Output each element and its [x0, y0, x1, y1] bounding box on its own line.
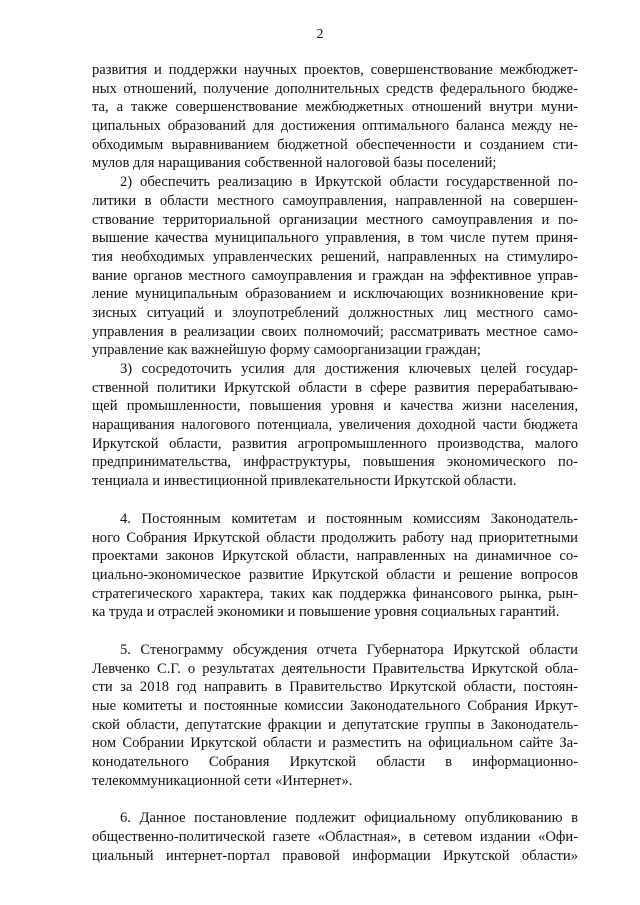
- text-line: вышение качества муниципального управления, в том числе путем приня-: [92, 230, 578, 247]
- text-line: Левченко С.Г. о результатах деятельности Правительства Иркутской обла-: [92, 660, 578, 677]
- text-line: зисных ситуаций и злоупотреблений должностных лиц местного само-: [92, 304, 578, 321]
- text-line: ных отношений, получение дополнительных средств федерального бюдже-: [92, 80, 578, 97]
- text-line: тенциала и инвестиционной привлекательности Иркутской области.: [92, 473, 517, 490]
- text-line: предпринимательства, инфраструктуры, повышения экономического по-: [92, 454, 578, 471]
- text-line: стратегического характера, таких как поддержка финансового рынка, рын-: [92, 585, 578, 602]
- text-line: конодательного Собрания Иркутской области в информационно-: [92, 754, 578, 771]
- text-line: ного Собрания Иркутской области продолжить работу над приоритетными: [92, 529, 578, 546]
- page-number: 2: [316, 27, 324, 42]
- text-line: 5. Стенограмму обсуждения отчета Губернатора Иркутской области: [120, 641, 578, 658]
- text-line: ствование территориальной организации местного самоуправления и по-: [92, 211, 578, 228]
- text-line: циально-экономическое развитие Иркутской области и решение вопросов: [92, 566, 578, 583]
- text-line: ципальных образований для достижения оптимального баланса между не-: [92, 118, 578, 135]
- text-line: та, а также совершенствование межбюджетных отношений внутри муни-: [92, 99, 578, 116]
- text-line: вание органов местного самоуправления и граждан на эффективное управ-: [92, 267, 578, 284]
- text-line: общественно-политической газете «Областная», в сетевом издании «Офи-: [92, 829, 578, 846]
- text-line: управление как важнейшую форму самоорганизации граждан;: [92, 342, 481, 359]
- text-line: обходимым выравниванием бюджетной обеспеченности и созданием сти-: [92, 136, 578, 153]
- paragraph-item-3: [92, 360, 578, 491]
- text-line: ном Собрании Иркутской области и разместить на официальном сайте За-: [92, 735, 578, 752]
- text-line: сти за 2018 год направить в Правительство Иркутской области, постоян-: [92, 679, 578, 696]
- paragraph-gap: [92, 790, 578, 809]
- text-line: тия необходимых управленческих решений, направленных на стимулиро-: [92, 248, 578, 265]
- document-body: [92, 61, 578, 866]
- text-line: телекоммуникационной сети «Интернет».: [92, 772, 353, 789]
- text-line: 6. Данное постановление подлежит официальному опубликованию в: [120, 810, 578, 827]
- text-line: развития и поддержки научных проектов, совершенствование межбюджет-: [92, 62, 578, 78]
- text-line: щей промышленности, повышения уровня и качества жизни населения,: [92, 398, 578, 415]
- paragraph-continuation: [92, 61, 578, 173]
- paragraph-section-6: [92, 809, 578, 865]
- text-line: Иркутской области, развития агропромышленного производства, малого: [92, 435, 578, 452]
- paragraph-item-2: [92, 173, 578, 360]
- text-line: мулов для наращивания собственной налоговой базы поселений;: [92, 155, 497, 172]
- text-line: ные комитеты и постоянные комиссии Законодательного Собрания Иркут-: [92, 698, 578, 714]
- text-line: наращивания налогового потенциала, увеличения доходной части бюджета: [92, 417, 578, 434]
- text-line: ление муниципальным образованием и исключающих возникновение кри-: [92, 286, 578, 303]
- paragraph-section-4: [92, 510, 578, 622]
- text-line: 3) сосредоточить усилия для достижения ключевых целей государ-: [120, 361, 578, 377]
- text-line: управления в реализации своих полномочий; рассматривать местное само-: [92, 323, 578, 340]
- text-line: литики в области местного самоуправления, направленной на совершен-: [92, 192, 578, 209]
- text-line: 4. Постоянным комитетам и постоянным комиссиям Законодатель-: [120, 510, 578, 527]
- text-line: ственной политики Иркутской области в сфере развития перерабатываю-: [92, 379, 578, 396]
- text-line: циальный интернет-портал правовой информации Иркутской области»: [92, 847, 578, 864]
- text-line: проектами законов Иркутской области, направленных на динамичное со-: [92, 548, 578, 565]
- paragraph-gap: [92, 622, 578, 641]
- paragraph-gap: [92, 491, 578, 510]
- text-line: ка труда и отраслей экономики и повышение уровня социальных гарантий.: [92, 604, 560, 621]
- text-line: ской области, депутатские фракции и депутатские группы в Законодатель-: [92, 716, 578, 733]
- text-line: 2) обеспечить реализацию в Иркутской области государственной по-: [120, 174, 578, 191]
- paragraph-section-5: [92, 641, 578, 791]
